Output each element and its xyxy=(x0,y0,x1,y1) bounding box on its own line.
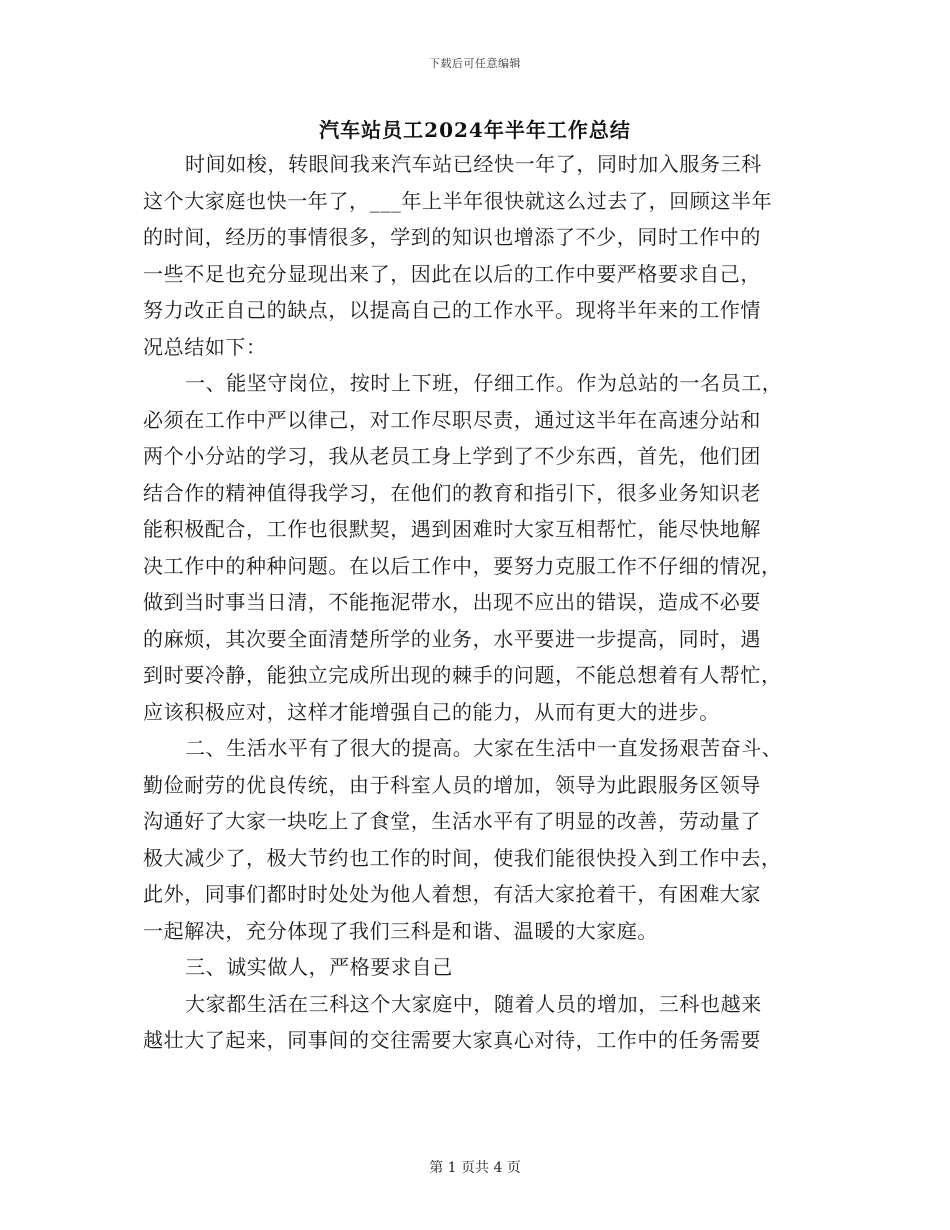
paragraph-line: 应该积极应对，这样才能增强自己的能力，从而有更大的进步。 xyxy=(143,699,720,724)
paragraph-line: 到时要冷静，能独立完成所出现的棘手的问题，不能总想着有人帮忙， xyxy=(143,663,782,687)
paragraph-line: 结合作的精神值得我学习，在他们的教育和指引下，很多业务知识老 xyxy=(143,480,761,505)
paragraph-line: 的麻烦，其次要全面清楚所学的业务，水平要进一步提高，同时，遇 xyxy=(143,626,761,651)
paragraph-line: 况总结如下： xyxy=(143,334,267,359)
paragraph-line: 努力改正自己的缺点，以提高自己的工作水平。现将半年来的工作情 xyxy=(143,298,761,322)
paragraph-line: 能积极配合，工作也很默契，遇到困难时大家互相帮忙，能尽快地解 xyxy=(143,517,761,541)
paragraph-line: 必须在工作中严以律己，对工作尽职尽责，通过这半年在高速分站和 xyxy=(143,407,761,432)
paragraph-line: 一、能坚守岗位，按时上下班，仔细工作。作为总站的一名员工， xyxy=(185,371,783,395)
page-header-note: 下载后可任意编辑 xyxy=(429,57,521,70)
paragraph-line: 二、生活水平有了很大的提高。大家在生活中一直发扬艰苦奋斗、 xyxy=(185,736,783,760)
paragraph-line: 极大减少了，极大节约也工作的时间，使我们能很快投入到工作中去， xyxy=(143,845,782,870)
paragraph-line: 一起解决，充分体现了我们三科是和谐、温暖的大家庭。 xyxy=(143,918,658,943)
paragraph-line: 的时间，经历的事情很多，学到的知识也增添了不少，同时工作中的 xyxy=(143,225,761,249)
paragraph-line: 大家都生活在三科这个大家庭中，随着人员的增加，三科也越来 xyxy=(185,991,762,1016)
paragraph-line: 做到当时事当日清，不能拖泥带水，出现不应出的错误，造成不必要 xyxy=(143,590,761,614)
paragraph-line: 越壮大了起来，同事间的交往需要大家真心对待，工作中的任务需要 xyxy=(143,1028,761,1052)
paragraph-line: 决工作中的种种问题。在以后工作中，要努力克服工作不仔细的情况， xyxy=(143,553,782,578)
paragraph-line: 时间如梭，转眼间我来汽车站已经快一年了，同时加入服务三科 xyxy=(185,152,762,176)
document-body xyxy=(143,146,809,1059)
paragraph-line: 此外，同事们都时时处处为他人着想，有活大家抢着干，有困难大家 xyxy=(143,882,761,906)
section-heading: 三、诚实做人，严格要求自己 xyxy=(185,955,453,979)
paragraph-line: 两个小分站的学习，我从老员工身上学到了不少东西，首先，他们团 xyxy=(143,444,761,468)
paragraph-line: 一些不足也充分显现出来了，因此在以后的工作中要严格要求自己， xyxy=(143,261,761,286)
paragraph-line: 勤俭耐劳的优良传统，由于科室人员的增加，领导为此跟服务区领导 xyxy=(143,772,761,797)
paragraph-line: 沟通好了大家一块吃上了食堂，生活水平有了明显的改善，劳动量了 xyxy=(143,809,761,833)
document-title: 汽车站员工2024年半年工作总结 xyxy=(319,118,631,142)
page-number: 第 1 页共 4 页 xyxy=(429,1160,521,1176)
paragraph-line: 这个大家庭也快一年了，___年上半年很快就这么过去了，回顾这半年 xyxy=(143,188,773,213)
